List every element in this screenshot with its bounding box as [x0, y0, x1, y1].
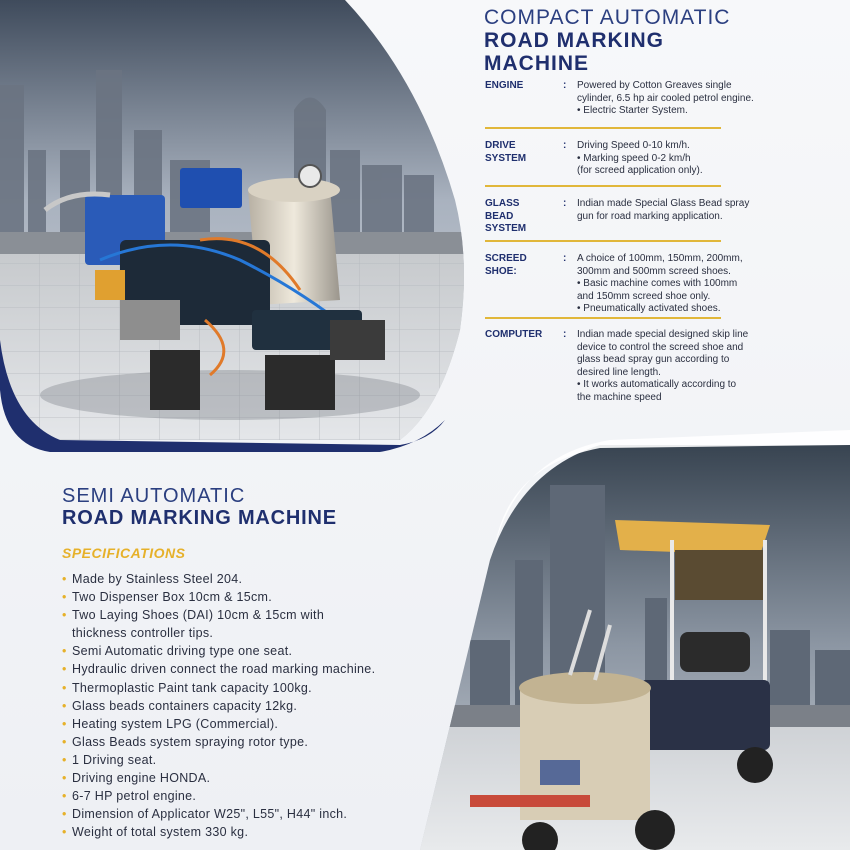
spec-value: Driving Speed 0-10 km/h. • Marking speed 0-2 km/h (for screed application only).	[577, 140, 703, 176]
list-item: • Hydraulic driven connect the road marking machine.	[62, 662, 376, 677]
spec-divider	[485, 240, 721, 242]
list-item: • Driving engine HONDA.	[62, 771, 211, 786]
list-item: • Glass beads containers capacity 12kg.	[62, 698, 298, 713]
spec-value: Indian made Special Glass Bead spray gun for road marking application.	[577, 198, 750, 222]
spec-colon: :	[563, 140, 567, 151]
list-item: • 1 Driving seat.	[62, 752, 157, 767]
spec-divider	[485, 317, 721, 319]
spec-key: GLASS BEAD SYSTEM	[485, 198, 527, 234]
semi-title	[62, 485, 442, 529]
spec-key: SCREED SHOE:	[485, 253, 527, 277]
list-item: • Thermoplastic Paint tank capacity 100kg.	[62, 680, 312, 695]
list-item: • Two Laying Shoes (DAI) 10cm & 15cm with	[62, 608, 325, 623]
spec-divider	[485, 127, 721, 129]
compact-title-line2: ROAD MARKING	[484, 29, 664, 52]
spec-key: ENGINE	[485, 80, 524, 91]
list-item: • Two Dispenser Box 10cm & 15cm.	[62, 590, 273, 605]
list-item: • Heating system LPG (Commercial).	[62, 716, 279, 731]
spec-colon: :	[563, 329, 567, 340]
list-item: • Semi Automatic driving type one seat.	[62, 644, 293, 659]
spec-key: DRIVE SYSTEM	[485, 140, 527, 164]
list-item: • 6-7 HP petrol engine.	[62, 789, 197, 804]
list-item: • Dimension of Applicator W25", L55", H44" inch.	[62, 807, 348, 822]
list-item: • Glass Beads system spraying rotor type.	[62, 734, 309, 749]
compact-machine-photo	[0, 0, 470, 445]
spec-colon: :	[563, 253, 567, 264]
spec-row-engine	[485, 80, 825, 124]
spec-colon: :	[563, 80, 567, 91]
semi-spec-list	[62, 570, 442, 841]
spec-divider	[485, 185, 721, 187]
compact-title-line3: MACHINE	[484, 52, 589, 75]
compact-title-line1: COMPACT AUTOMATIC	[484, 6, 731, 29]
list-item-continuation: thickness controller tips.	[72, 626, 214, 641]
spec-value: Powered by Cotton Greaves single cylinder, 6.5 hp air cooled petrol engine. • Electric Starter System.	[577, 80, 754, 116]
specifications-heading: SPECIFICATIONS	[62, 545, 186, 561]
spec-value: Indian made special designed skip line device to control the screed shoe and glass bead spray gun according to desired line length. • It works automatically according to the machine speed	[577, 329, 749, 403]
spec-row-glass-bead-system	[485, 198, 825, 240]
spec-row-computer	[485, 329, 825, 409]
spec-row-screed-shoe	[485, 253, 825, 317]
spec-value: A choice of 100mm, 150mm, 200mm, 300mm and 500mm screed shoes. • Basic machine comes with 100mm and 150mm screed shoe only. • Pneumatically activated shoes.	[577, 253, 743, 314]
spec-row-drive-system	[485, 140, 825, 185]
compact-spec-table	[485, 80, 825, 409]
list-item: • Made by Stainless Steel 204.	[62, 572, 243, 586]
list-item: • Weight of total system 330 kg.	[62, 825, 249, 840]
semi-title-line2: ROAD MARKING MACHINE	[62, 507, 337, 529]
spec-colon: :	[563, 198, 567, 209]
semi-machine-photo	[420, 440, 850, 850]
spec-key: COMPUTER	[485, 329, 543, 340]
semi-title-line1: SEMI AUTOMATIC	[62, 485, 246, 507]
compact-title	[484, 6, 834, 75]
